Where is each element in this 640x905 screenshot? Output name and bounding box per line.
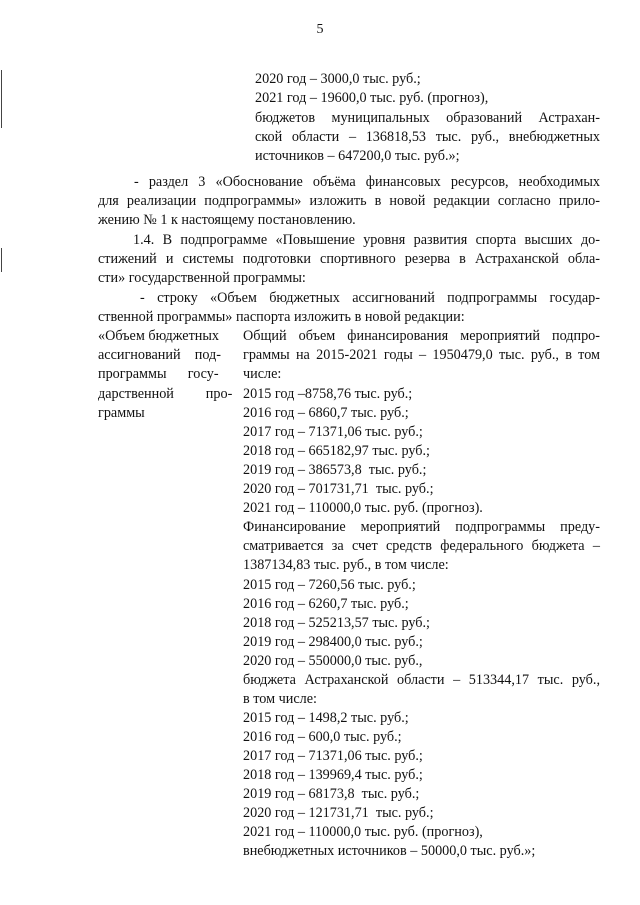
passport-right-line: 2019 год – 298400,0 тыс. руб.; <box>243 634 423 650</box>
passport-right-line: бюджета Астраханской области – 513344,17 тыс. руб., <box>243 672 600 688</box>
passport-left-label: ассигнований под- <box>98 347 221 363</box>
passport-left-label: программы госу- <box>98 366 219 382</box>
passport-right-line: 2020 год – 121731,71 тыс. руб.; <box>243 805 434 821</box>
passport-right-line: 2016 год – 600,0 тыс. руб.; <box>243 729 402 745</box>
scan-edge-mark <box>1 248 2 272</box>
passport-right-line: 2015 год – 1498,2 тыс. руб.; <box>243 710 409 726</box>
item-1-4-line: 1.4. В подпрограмме «Повышение уровня развития спорта высших до- <box>133 232 600 248</box>
passport-right-line: в том числе: <box>243 691 317 707</box>
passport-right-line: 2018 год – 665182,97 тыс. руб.; <box>243 443 430 459</box>
passport-right-line: 1387134,83 тыс. руб., в том числе: <box>243 557 449 573</box>
scan-edge-mark <box>1 70 2 128</box>
passport-right-line: Финансирование мероприятий подпрограммы преду- <box>243 519 600 535</box>
item-1-4-line: сти» государственной программы: <box>98 270 306 286</box>
intro-line: ской области – 136818,53 тыс. руб., внебюджетных <box>255 129 600 145</box>
passport-right-line: 2015 год – 7260,56 тыс. руб.; <box>243 577 416 593</box>
section3-paragraph-line: жению № 1 к настоящему постановлению. <box>98 212 356 228</box>
intro-line: бюджетов муниципальных образований Астрахан- <box>255 110 600 126</box>
passport-right-line: 2019 год – 386573,8 тыс. руб.; <box>243 462 427 478</box>
passport-right-line: 2020 год – 701731,71 тыс. руб.; <box>243 481 434 497</box>
passport-left-label: граммы <box>98 405 145 421</box>
passport-right-line: 2017 год – 71371,06 тыс. руб.; <box>243 748 423 764</box>
intro-line: 2021 год – 19600,0 тыс. руб. (прогноз), <box>255 90 489 106</box>
passport-right-line: 2018 год – 525213,57 тыс. руб.; <box>243 615 430 631</box>
page-number: 5 <box>316 22 324 37</box>
passport-left-label: «Объем бюджетных <box>98 328 220 344</box>
passport-left-label: дарственной про- <box>98 386 233 402</box>
passport-right-line: 2021 год – 110000,0 тыс. руб. (прогноз), <box>243 824 483 840</box>
section3-paragraph-line: для реализации подпрограммы» изложить в новой редакции согласно прило- <box>98 193 600 209</box>
passport-right-line: 2020 год – 550000,0 тыс. руб., <box>243 653 423 669</box>
passport-right-line: сматривается за счет средств федерального бюджета – <box>243 538 600 554</box>
section3-paragraph-line: - раздел 3 «Обоснование объёма финансовых ресурсов, необходимых <box>134 174 600 190</box>
intro-line: источников – 647200,0 тыс. руб.»; <box>255 148 460 164</box>
passport-right-line: 2021 год – 110000,0 тыс. руб. (прогноз). <box>243 500 483 516</box>
passport-right-line: 2018 год – 139969,4 тыс. руб.; <box>243 767 423 783</box>
passport-right-line: 2019 год – 68173,8 тыс. руб.; <box>243 786 420 802</box>
passport-right-line: 2016 год – 6260,7 тыс. руб.; <box>243 596 409 612</box>
row-instruction-line: - строку «Объем бюджетных ассигнований подпрограммы государ- <box>140 290 600 306</box>
row-instruction-line: ственной программы» паспорта изложить в новой редакции: <box>98 309 465 325</box>
passport-right-line: 2016 год – 6860,7 тыс. руб.; <box>243 405 409 421</box>
passport-right-line: 2017 год – 71371,06 тыс. руб.; <box>243 424 423 440</box>
intro-line: 2020 год – 3000,0 тыс. руб.; <box>255 71 421 87</box>
passport-right-line: внебюджетных источников – 50000,0 тыс. руб.»; <box>243 843 536 859</box>
passport-right-line: граммы на 2015-2021 годы – 1950479,0 тыс. руб., в том <box>243 347 600 363</box>
passport-right-line: числе: <box>243 366 282 382</box>
item-1-4-line: стижений и системы подготовки спортивного резерва в Астраханской обла- <box>98 251 600 267</box>
passport-right-line: Общий объем финансирования мероприятий подпро- <box>243 328 600 344</box>
passport-right-line: 2015 год –8758,76 тыс. руб.; <box>243 386 413 402</box>
